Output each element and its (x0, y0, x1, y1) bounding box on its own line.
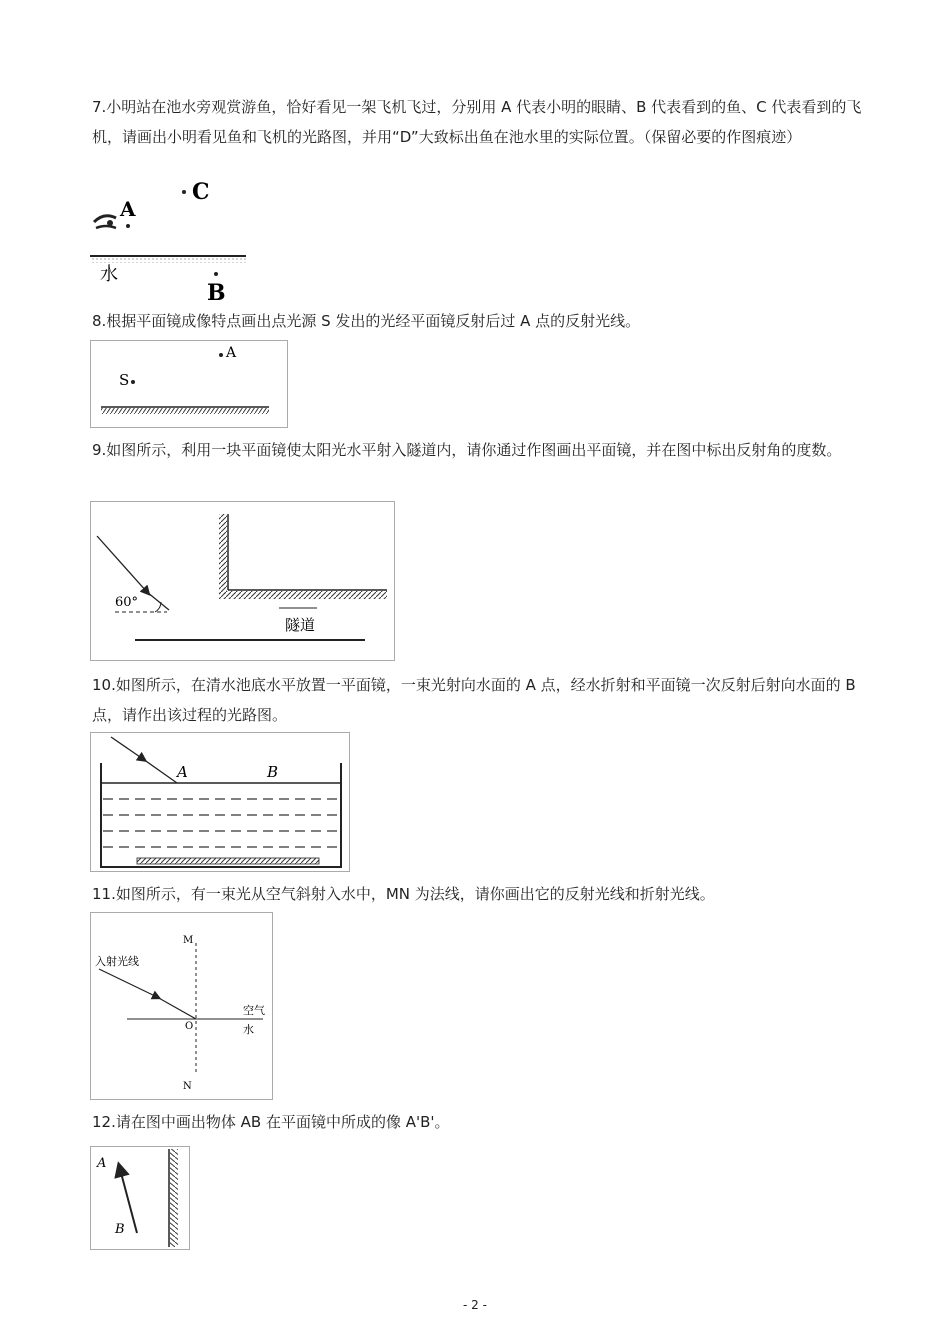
label-s: S (119, 371, 130, 389)
label-c: C (192, 179, 210, 205)
figure-12 (90, 1146, 190, 1250)
figure-11-svg (91, 913, 272, 1099)
label-b: B (115, 1222, 125, 1237)
question-9: 9.如图所示，利用一块平面镜使太阳光水平射入隧道内，请你通过作图画出平面镜，并在图中标出反射角的度数。 (92, 441, 842, 459)
incident-label: 入射光线 (95, 955, 139, 968)
label-b: B (267, 763, 279, 781)
question-11: 11.如图所示，有一束光从空气斜射入水中，MN 为法线，请你画出它的反射光线和折射光线。 (92, 885, 715, 903)
label-a: A (97, 1156, 107, 1171)
figure-10 (90, 732, 350, 872)
figure-9-svg (91, 502, 394, 660)
incident-ray (111, 737, 143, 759)
label-a: A (120, 197, 136, 221)
question-8: 8.根据平面镜成像特点画出点光源 S 发出的光经平面镜反射后过 A 点的反射光线。 (92, 312, 641, 330)
label-a: A (177, 763, 188, 781)
figure-9 (90, 501, 395, 661)
air-label: 空气 (243, 1004, 265, 1017)
angle-label: 60° (115, 595, 139, 610)
figure-8-svg (91, 341, 287, 427)
page-number: - 2 - (463, 1298, 487, 1312)
incident-ray (99, 969, 157, 997)
figure-10-svg (91, 733, 349, 871)
label-b: B (207, 280, 226, 304)
tunnel-label: 隧道 (285, 616, 316, 634)
water-label: 水 (243, 1023, 254, 1036)
eye-icon (94, 216, 116, 228)
plane-mirror (137, 858, 319, 864)
question-12: 12.请在图中画出物体 AB 在平面镜中所成的像 A'B'。 (92, 1113, 450, 1131)
label-o: O (185, 1021, 194, 1032)
figure-8 (90, 340, 288, 428)
label-m: M (183, 935, 194, 946)
question-7: 7.小明站在池水旁观赏游鱼，恰好看见一架飞机飞过，分别用 A 代表小明的眼睛、B 代表看到的鱼、C 代表看到的飞机，请画出小明看见鱼和飞机的光路图，并用“D”大致标出鱼在池水里的实际位置。（保留必要的作图痕迹） (92, 98, 862, 146)
figure-7 (88, 178, 250, 304)
label-water: 水 (100, 264, 118, 285)
question-10: 10.如图所示，在清水池底水平放置一平面镜，一束光射向水面的 A 点，经水折射和平面镜一次反射后射向水面的 B 点，请作出该过程的光路图。 (92, 676, 856, 724)
figure-11 (90, 912, 273, 1100)
label-a: A (226, 345, 237, 361)
label-n: N (183, 1081, 192, 1092)
figure-7-svg (88, 178, 250, 304)
sun-ray (97, 536, 147, 592)
figure-12-svg (91, 1147, 189, 1249)
